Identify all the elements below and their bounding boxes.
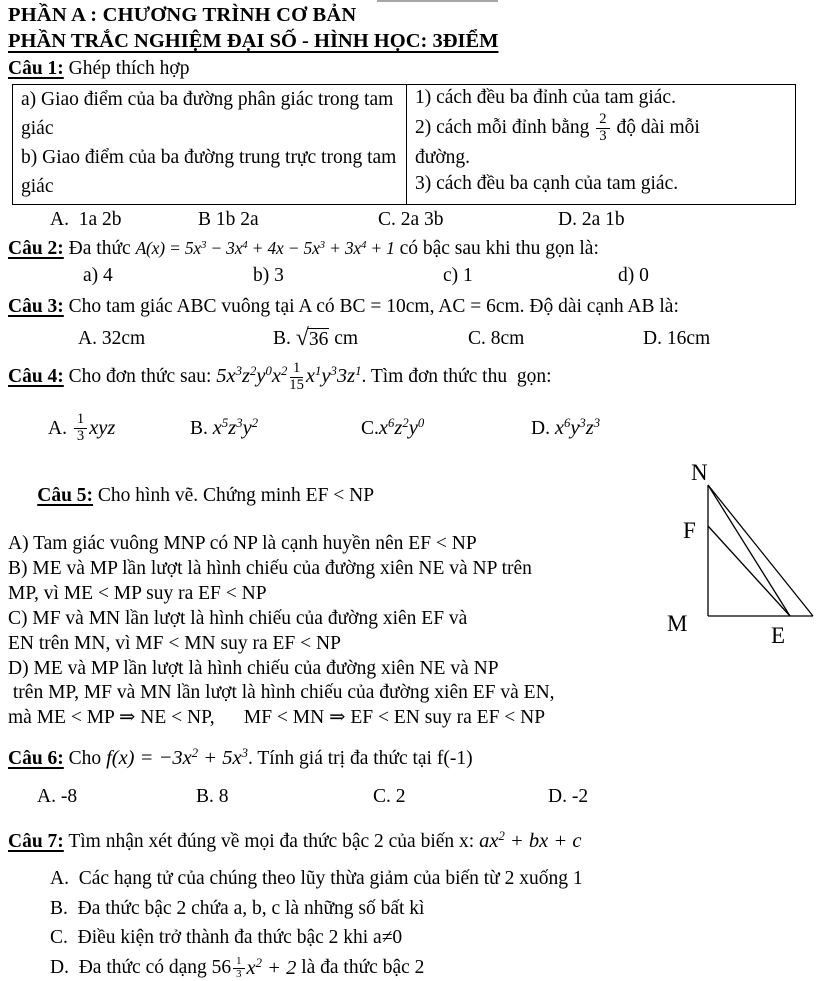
q5-prompt: Cho hình vẽ. Chứng minh EF < NP (93, 484, 375, 506)
q4-option-b-label: B. (190, 417, 213, 439)
radicand: 36 (308, 329, 329, 351)
q1-right-item-1: 1) cách đều ba đỉnh của tam giác. (415, 87, 676, 109)
q5-answer-c-line2: EN trên MN, vì MF < MN suy ra EF < NP (8, 632, 341, 654)
fraction-one-third (72, 412, 89, 445)
q4-option-d (531, 406, 809, 450)
q4-prompt-line (8, 361, 809, 394)
q1-option-d: D. 2a 1b (558, 208, 625, 230)
q5-answer-c-line1: C) MF và MN lần lượt là hình chiếu của đường xiên EF và (8, 607, 468, 629)
q4-option-a-math: xyz (89, 417, 116, 440)
q1-right-item-3: 3) cách đều ba cạnh của tam giác. (415, 172, 679, 194)
q6-pre: Cho (63, 747, 107, 769)
q6-option-d: D. -2 (548, 786, 589, 808)
q4-option-c (361, 406, 531, 450)
top-rule-line (377, 0, 498, 2)
section-a-title: PHẦN A : CHƯƠNG TRÌNH CƠ BẢN (8, 4, 357, 26)
q2-option-c: c) 1 (443, 264, 473, 286)
vertex-label-M: M (667, 611, 688, 637)
fraction-numerator: 1 (233, 956, 244, 969)
q1-option-a: A. 1a 2b (50, 208, 122, 230)
q3-option-c: C. 8cm (468, 327, 525, 349)
point-label-E: E (771, 623, 786, 649)
q1-right-item-2-pre: 2) cách mỗi đỉnh bằng (415, 117, 595, 139)
q2-prompt-line (8, 237, 809, 261)
fraction-denominator: 3 (599, 128, 607, 145)
q5-answer-d-line3: mà ME < MP ⇒ NE < NP, MF < MN ⇒ EF < EN suy ra EF < NP (8, 707, 546, 729)
q3-option-a: A. 32cm (78, 327, 146, 349)
q3-options-row (8, 324, 809, 353)
q7-label: Câu 7: (8, 830, 64, 852)
q4-option-d-math: $x^6y^3z^3$ (554, 416, 601, 440)
fraction-denominator: 3 (76, 427, 85, 444)
q2-option-d: d) 0 (618, 264, 649, 286)
q3-text: Cho tam giác ABC vuông tại A có BC = 10cm, AC = 6cm. Độ dài cạnh AB là: (63, 295, 679, 317)
q6-options-row (8, 785, 809, 808)
fraction-two-thirds (594, 112, 611, 145)
q4-monomial-pre: $5x^3z^2y^0x^2$ (216, 364, 288, 388)
q3-option-d: D. 16cm (643, 327, 711, 349)
q2-polynomial: $A(x) = 5x^3 - 3x^4 + 4x - 5x^3 + 3x^4 + 1$ (135, 238, 395, 259)
point-label-F: F (683, 518, 696, 544)
radical-symbol: √ (295, 325, 309, 352)
q6-option-a: A. -8 (37, 786, 78, 808)
q1-option-b: B 1b 2a (198, 208, 259, 230)
q1-left-item-a: a) Giao điểm của ba đường phân giác trong tam giác (21, 89, 399, 140)
q7-option-a: A. Các hạng tử của chúng theo lũy thừa giảm của biến từ 2 xuống 1 (50, 868, 583, 890)
table-row (13, 85, 796, 204)
q1-right-item-2 (415, 112, 787, 145)
fraction-denominator: 3 (236, 967, 242, 980)
q1-right-item-2-post: độ dài mỗi (611, 117, 700, 139)
q4-option-c-label: C. (361, 417, 379, 439)
q7-general-form: $ax^2$ + bx + c (479, 828, 582, 852)
q7-option-c: C. Điều kiện trở thành đa thức bậc 2 khi a≠0 (50, 927, 403, 949)
q4-option-b (190, 406, 361, 450)
q4-option-c-math: $x^6z^2y^0$ (378, 416, 425, 440)
q6-function: $f(x) = -3x^2 + 5x^3$ (106, 745, 248, 769)
q6-label: Câu 6: (8, 747, 64, 769)
q3-label: Câu 3: (8, 295, 64, 317)
q1-left-item-b: b) Giao điểm của ba đường trung trực trong tam giác (21, 147, 402, 197)
q4-label: Câu 4: (8, 365, 64, 387)
q4-option-b-math: $x^5z^3y^2$ (212, 416, 259, 440)
q6-post: . Tính giá trị đa thức tại f(-1) (247, 747, 473, 769)
q1-prompt-line (8, 57, 809, 81)
segment-NP (708, 485, 813, 616)
q4-option-a (48, 406, 190, 450)
q3-option-b-label: B. (273, 327, 296, 349)
fraction-one-fifteenth (287, 361, 306, 394)
q1-table-left-cell (13, 85, 407, 204)
q7-option-d-pre: D. Đa thức có dạng 56 (50, 957, 232, 979)
q1-label: Câu 1: (8, 58, 64, 79)
fraction-numerator: 2 (596, 112, 609, 129)
q7-option-d-math: $x^2 + 2$ (246, 955, 297, 979)
fraction-numerator: 1 (290, 361, 303, 378)
q2-label: Câu 2: (8, 238, 64, 260)
vertex-label-N: N (691, 460, 708, 486)
q2-pre: Đa thức (63, 238, 136, 260)
q7-option-b: B. Đa thức bậc 2 chứa a, b, c là những số bất kì (50, 897, 425, 919)
q5-section (8, 460, 809, 729)
q3-prompt-line (8, 295, 809, 319)
square-root-expression (296, 324, 330, 353)
fraction-numerator: 1 (74, 412, 87, 429)
q4-post: . Tìm đơn thức thu gọn: (361, 365, 552, 387)
q2-option-b: b) 3 (253, 264, 284, 286)
fraction-one-third (231, 956, 246, 981)
q7-option-d (8, 956, 809, 981)
q2-option-a: a) 4 (83, 264, 113, 286)
q3-option-b-unit: cm (329, 327, 359, 349)
q6-option-b: B. 8 (196, 786, 229, 808)
q6-option-c: C. 2 (373, 786, 406, 808)
q6-prompt-line (8, 746, 809, 772)
q1-table-right-cell (407, 85, 796, 204)
q5-answer-d-line2: trên MP, MF và MN lần lượt là hình chiếu của đường xiên EF và EN, (8, 682, 555, 704)
q1-options-row (8, 208, 809, 231)
segment-NE (708, 485, 790, 616)
q3-option-b (273, 324, 468, 353)
q5-label: Câu 5: (37, 484, 94, 506)
q2-options-row (8, 264, 809, 287)
q4-option-d-label: D. (531, 417, 555, 439)
q1-right-item-2-cont: đường. (415, 146, 471, 168)
q4-options-row (8, 406, 809, 450)
q5-answer-b-line1: B) ME và MP lần lượt là hình chiếu của đường xiên NE và NP trên (8, 558, 532, 580)
subsection-title-text: PHẦN TRẮC NGHIỆM ĐẠI SỐ - HÌNH HỌC: 3ĐIỂM (8, 30, 499, 52)
q7-prompt-line (8, 829, 809, 855)
q1-matching-table (12, 84, 796, 204)
q5-answer-a-line: A) Tam giác vuông MNP có NP là cạnh huyền nên EF < NP (8, 533, 477, 555)
q4-option-a-label: A. (48, 417, 72, 439)
q5-answer-b-line2: MP, vì ME < MP suy ra EF < NP (8, 582, 267, 604)
q5-answer-d-line1: D) ME và MP lần lượt là hình chiếu của đường xiên NE và NP (8, 657, 499, 679)
q1-option-c: C. 2a 3b (378, 208, 444, 230)
q5-geometry-figure (653, 456, 817, 658)
fraction-denominator: 15 (289, 376, 304, 393)
q1-prompt: Ghép thích hợp (63, 58, 190, 79)
q7-option-d-post: là đa thức bậc 2 (296, 957, 425, 979)
q7-pre: Tìm nhận xét đúng về mọi đa thức bậc 2 của biến x: (63, 830, 480, 852)
subsection-title (8, 30, 809, 53)
q4-pre: Cho đơn thức sau: (63, 365, 217, 387)
q2-post: có bậc sau khi thu gọn là: (394, 238, 599, 260)
q4-monomial-post: $x^1y^33z^1$ (305, 364, 362, 388)
